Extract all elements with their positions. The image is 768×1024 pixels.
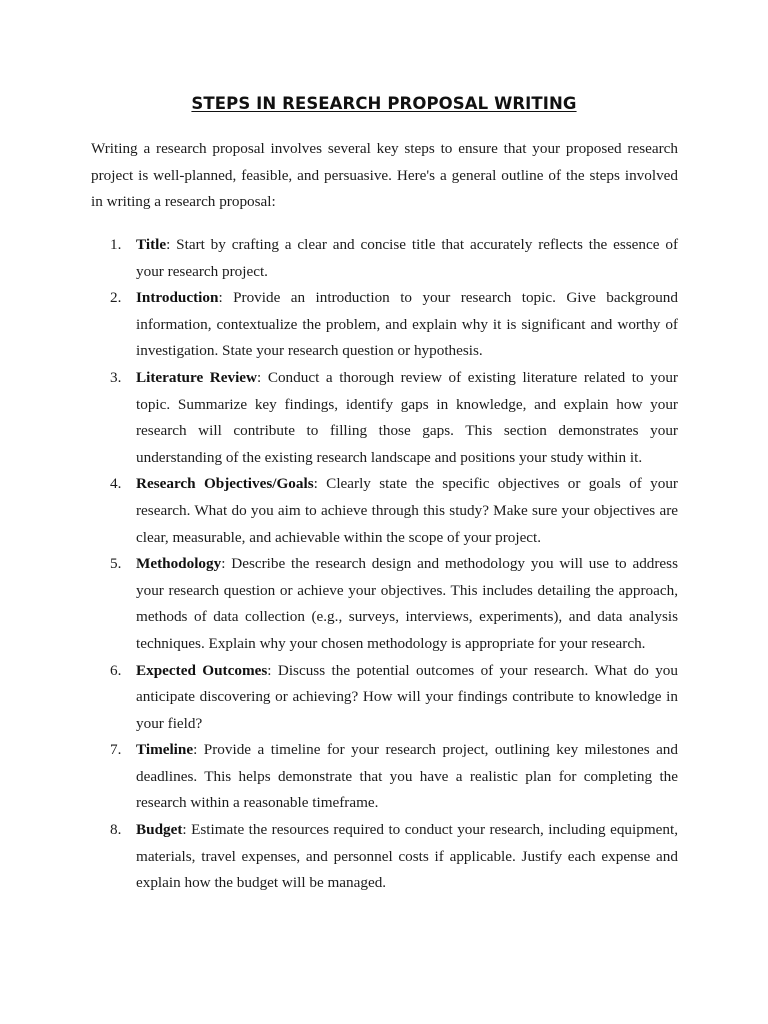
- step-text: : Provide a timeline for your research project, outlining key milestones and deadlines. This helps demonstrate that you have a realistic plan for completing the research within a reasonable timeframe.: [136, 741, 678, 812]
- step-number: 3.: [110, 368, 122, 386]
- step-body: [136, 365, 678, 471]
- list-item: [0, 285, 768, 365]
- step-body: [136, 285, 678, 365]
- step-term: Literature Review: [136, 368, 258, 386]
- step-number: 2.: [110, 289, 122, 307]
- step-term: Methodology: [136, 555, 222, 573]
- step-term: Timeline: [136, 741, 194, 759]
- list-item: [0, 817, 768, 897]
- step-body: [136, 817, 678, 897]
- page-title: STEPS IN RESEARCH PROPOSAL WRITING: [191, 94, 577, 113]
- step-text: : Provide an introduction to your research topic. Give background information, contextualize the problem, and explain why it is significant and worthy of investigation. State your research question or hypothesis.: [136, 289, 678, 360]
- step-body: [136, 232, 678, 285]
- list-item: [0, 551, 768, 657]
- step-body: [136, 658, 678, 738]
- step-text: : Conduct a thorough review of existing literature related to your topic. Summarize key findings, identify gaps in knowledge, and explain how your research will contribute to filling those gaps. This section demonstrates your understanding of the existing research landscape and positions your study within it.: [136, 368, 678, 466]
- step-term: Budget: [136, 821, 183, 839]
- step-term: Title: [136, 236, 167, 253]
- list-item: [0, 365, 768, 471]
- step-number: 4.: [110, 475, 122, 493]
- step-body: [136, 551, 678, 657]
- step-text: : Clearly state the specific objectives or goals of your research. What do you aim to achieve through this study? Make sure your objectives are clear, measurable, and achievable within the scope of your project.: [136, 475, 678, 546]
- step-number: 7.: [110, 741, 122, 759]
- step-term: Expected Outcomes: [136, 661, 268, 679]
- intro-paragraph: Writing a research proposal involves several key steps to ensure that your proposed research project is well-planned, feasible, and persuasive. Here's a general outline of the steps involved in writing a research proposal:: [91, 140, 678, 210]
- list-item: [0, 658, 768, 738]
- step-text: : Estimate the resources required to conduct your research, including equipment, materials, travel expenses, and personnel costs if applicable. Justify each expense and explain how the budget will be managed.: [136, 821, 678, 892]
- step-number: 5.: [110, 555, 122, 573]
- step-text: : Describe the research design and methodology you will use to address your research question or achieve your objectives. This includes detailing the approach, methods of data collection (e.g., surveys, interviews, experiments), and data analysis techniques. Explain why your chosen methodology is appropriate for your research.: [136, 555, 678, 652]
- step-term: Introduction: [136, 289, 219, 307]
- step-body: [136, 737, 678, 817]
- step-term: Research Objectives/Goals: [136, 475, 314, 493]
- step-body: [136, 471, 678, 551]
- step-number: 1.: [110, 236, 122, 253]
- steps-list: [0, 232, 768, 897]
- step-text: : Discuss the potential outcomes of your research. What do you anticipate discovering or achieving? How will your findings contribute to knowledge in your field?: [136, 661, 678, 732]
- list-item: [0, 232, 768, 285]
- list-item: [0, 737, 768, 817]
- list-item: [0, 471, 768, 551]
- step-number: 6.: [110, 661, 122, 679]
- step-text: : Start by crafting a clear and concise title that accurately reflects the essence of your research project.: [136, 236, 678, 280]
- step-number: 8.: [110, 821, 122, 839]
